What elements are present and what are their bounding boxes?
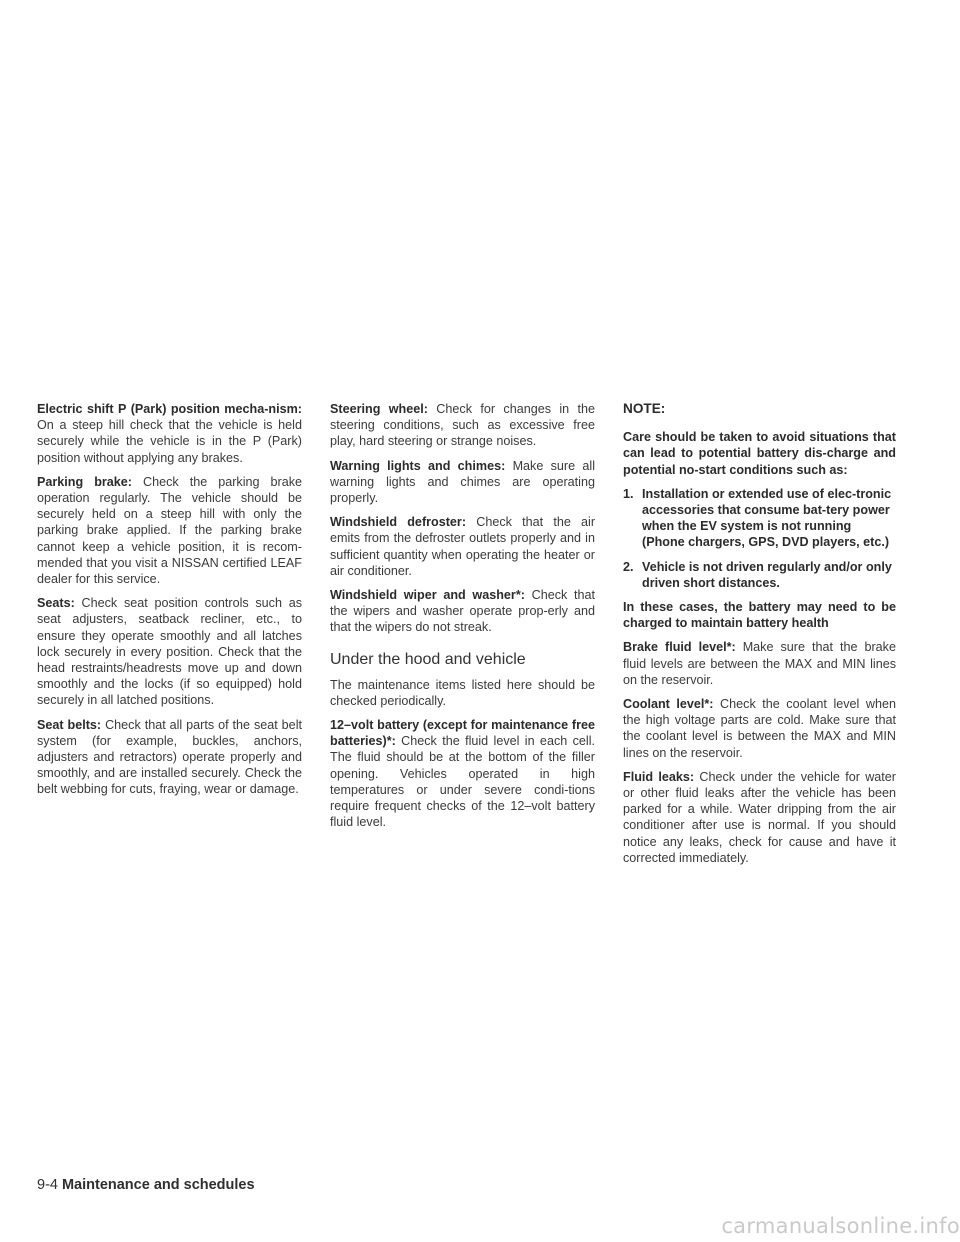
note-intro: Care should be taken to avoid situations that can lead to potential battery dis-charge and potential no-start conditions such as: [623,430,896,477]
label-warning-lights: Warning lights and chimes: [330,458,506,473]
label-seats: Seats: [37,596,75,611]
paragraph-electric-shift [37,401,302,466]
list-number: 1. [623,486,634,501]
label-coolant: Coolant level*: [623,697,714,712]
text-coolant: Check the coolant level when the high voltage parts are cold. Make sure that the coolant level is between the MAX and MIN lines on the reservoir. [623,697,896,760]
column-1 [37,401,302,806]
paragraph-parking-brake [37,474,302,587]
column-2 [330,401,595,838]
text-seat-belts: Check that all parts of the seat belt system (for example, buckles, anchors, adjusters and retractors) operate properly and smoothly, and are installed securely. Check the belt webbing for cuts, fraying, wear or damage. [37,717,302,797]
list-item [623,559,896,591]
label-fluid-leaks: Fluid leaks: [623,769,695,784]
text-windshield-defroster: Check that the air emits from the defroster outlets properly and in sufficient quantity when operating the heater or air conditioner. [330,515,596,578]
list-item [623,486,896,551]
label-windshield-wiper: Windshield wiper and washer*: [330,588,525,603]
paragraph-coolant [623,696,896,761]
note-outro: In these cases, the battery may need to be charged to maintain battery health [623,600,896,631]
watermark: carmanualsonline.info [721,1214,960,1238]
list-number: 2. [623,559,634,574]
text-warning-lights: Make sure all warning lights and chimes are operating properly. [330,458,595,506]
page-number: 9-4 [37,1177,58,1193]
label-parking-brake: Parking brake: [37,474,132,489]
text-brake-fluid: Make sure that the brake fluid levels are between the MAX and MIN lines on the reservoir. [623,640,896,687]
paragraph-warning-lights [330,458,595,507]
text-parking-brake: Check the parking brake operation regularly. The vehicle should be securely held on a steep hill with only the parking brake applied. If the parking brake cannot keep a vehicle position, it is recom-mended that you visit a NISSAN certified LEAF dealer for this service. [37,474,302,587]
text-fluid-leaks: Check under the vehicle for water or other fluid leaks after the vehicle has been parked for a while. Water dripping from the air conditioner after use is normal. If you should notice any leaks, check for cause and have it corrected immediately. [623,769,897,865]
paragraph-seats [37,595,302,708]
text-seats: Check seat position controls such as seat adjusters, seatback recliner, etc., to ensure they operate smoothly and all latches lock securely in every position. Check that the head restraints/headrests move up and down smoothly and the locks (if so equipped) hold securely in all latched positions. [37,596,303,708]
label-seat-belts: Seat belts: [37,717,102,732]
note-list [623,486,896,591]
section-intro: The maintenance items listed here should be checked periodically. [330,677,595,708]
section-heading: Under the hood and vehicle [330,650,526,668]
paragraph-brake-fluid [623,639,896,688]
label-12v-battery: 12–volt battery (except for maintenance free batteries)*: [330,718,595,749]
paragraph-12v-battery [330,717,595,830]
paragraph-seat-belts [37,717,302,798]
label-electric-shift: Electric shift P (Park) position mecha-nism: [37,402,302,416]
page-footer [37,1177,255,1193]
text-12v-battery: Check the fluid level in each cell. The fluid should be at the bottom of the filler opening. Vehicles operated in high temperatures or under severe condi-tions require frequent checks of the 12–volt battery fluid level. [330,734,595,830]
label-steering-wheel: Steering wheel: [330,402,428,416]
label-windshield-defroster: Windshield defroster: [330,515,467,530]
list-text: Vehicle is not driven regularly and/or only driven short distances. [642,559,892,590]
paragraph-windshield-defroster [330,514,595,579]
label-brake-fluid: Brake fluid level*: [623,640,736,655]
text-steering-wheel: Check for changes in the steering conditions, such as excessive free play, hard steering or strange noises. [330,402,596,449]
paragraph-windshield-wiper [330,587,595,636]
list-text: Installation or extended use of elec-tronic accessories that consume bat-tery power when the EV system is not running (Phone chargers, GPS, DVD players, etc.) [642,486,892,550]
note-title: NOTE: [623,401,666,416]
chapter-title: Maintenance and schedules [61,1177,255,1193]
text-electric-shift: On a steep hill check that the vehicle is held securely while the vehicle is in the P (Park) position without applying any brakes. [37,418,302,465]
column-3 [623,401,896,874]
text-windshield-wiper: Check that the wipers and washer operate prop-erly and that the wipers do not streak. [330,588,596,635]
paragraph-fluid-leaks [623,769,896,866]
paragraph-steering-wheel [330,401,595,450]
